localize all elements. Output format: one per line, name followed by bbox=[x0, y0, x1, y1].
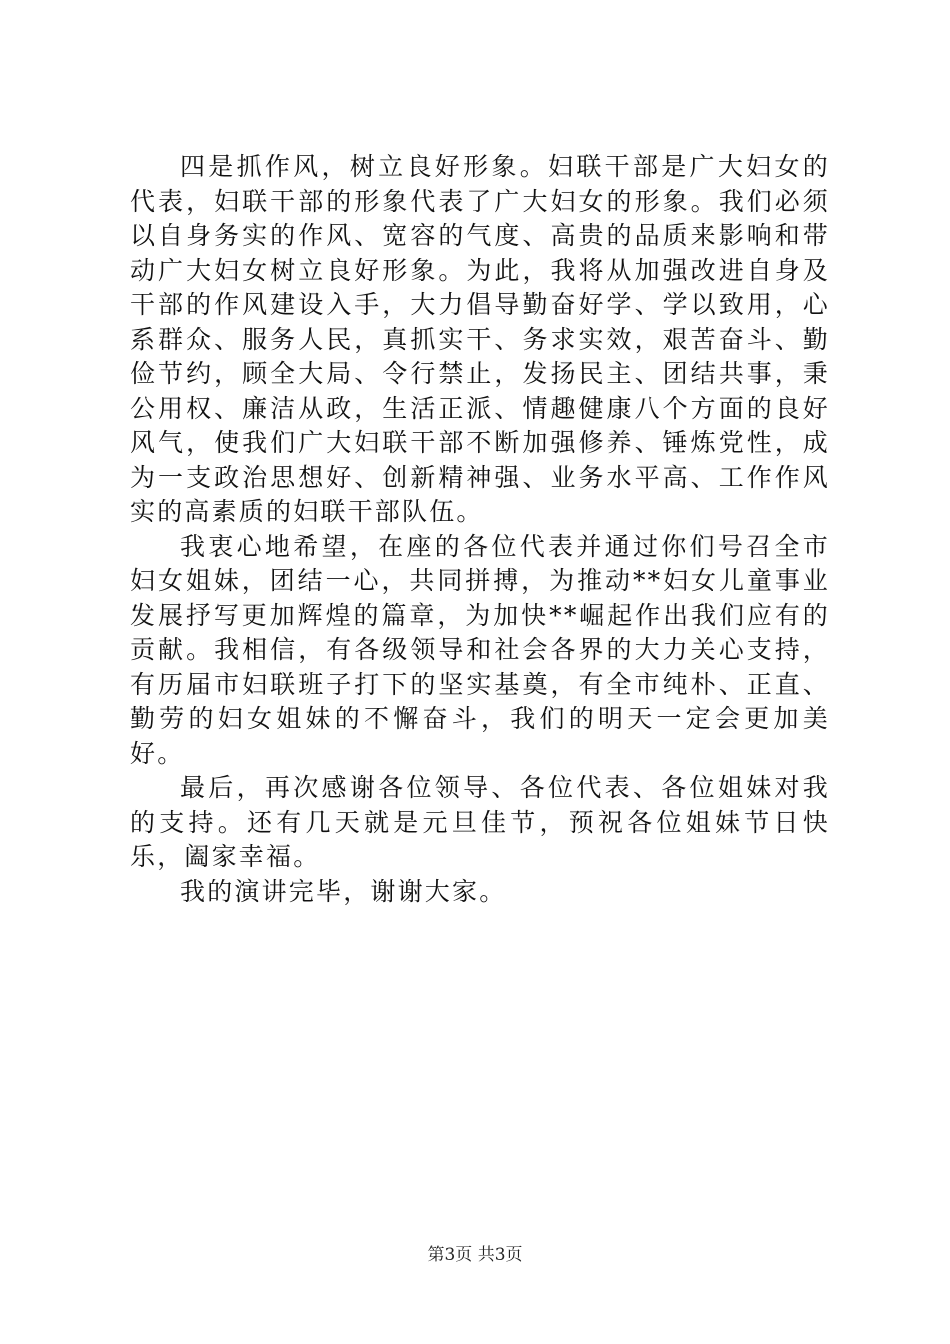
paragraph-hope: 我衷心地希望，在座的各位代表并通过你们号召全市妇女姐妹，团结一心，共同拼搏，为推动**妇女儿童事业发展抒写更加辉煌的篇章，为加快**崛起作出我们应有的贡献。我相信，有各级领导和社会各界的大力关心支持，有历届市妇联班子打下的坚实基奠，有全市纯朴、正直、勤劳的妇女姐妹的不懈奋斗，我们的明天一定会更加美好。 bbox=[130, 531, 830, 768]
paragraph-closing: 我的演讲完毕，谢谢大家。 bbox=[180, 876, 507, 906]
paragraph-thanks: 最后，再次感谢各位领导、各位代表、各位姐妹对我的支持。还有几天就是元旦佳节，预祝各位姐妹节日快乐，阖家幸福。 bbox=[130, 773, 830, 871]
paragraph-work-style: 四是抓作风，树立良好形象。妇联干部是广大妇女的代表，妇联干部的形象代表了广大妇女的形象。我们必须以自身务实的作风、宽容的气度、高贵的品质来影响和带动广大妇女树立良好形象。为此，我将从加强改进自身及干部的作风建设入手，大力倡导勤奋好学、学以致用，心系群众、服务人民，真抓实干、务求实效，艰苦奋斗、勤俭节约，顾全大局、令行禁止，发扬民主、团结共事，秉公用权、廉洁从政，生活正派、情趣健康八个方面的良好风气，使我们广大妇联干部不断加强修养、锤炼党性，成为一支政治思想好、创新精神强、业务水平高、工作作风实的高素质的妇联干部队伍。 bbox=[130, 152, 830, 526]
page-number-footer: 第3页 共3页 bbox=[427, 1245, 523, 1265]
document-body bbox=[130, 150, 830, 909]
